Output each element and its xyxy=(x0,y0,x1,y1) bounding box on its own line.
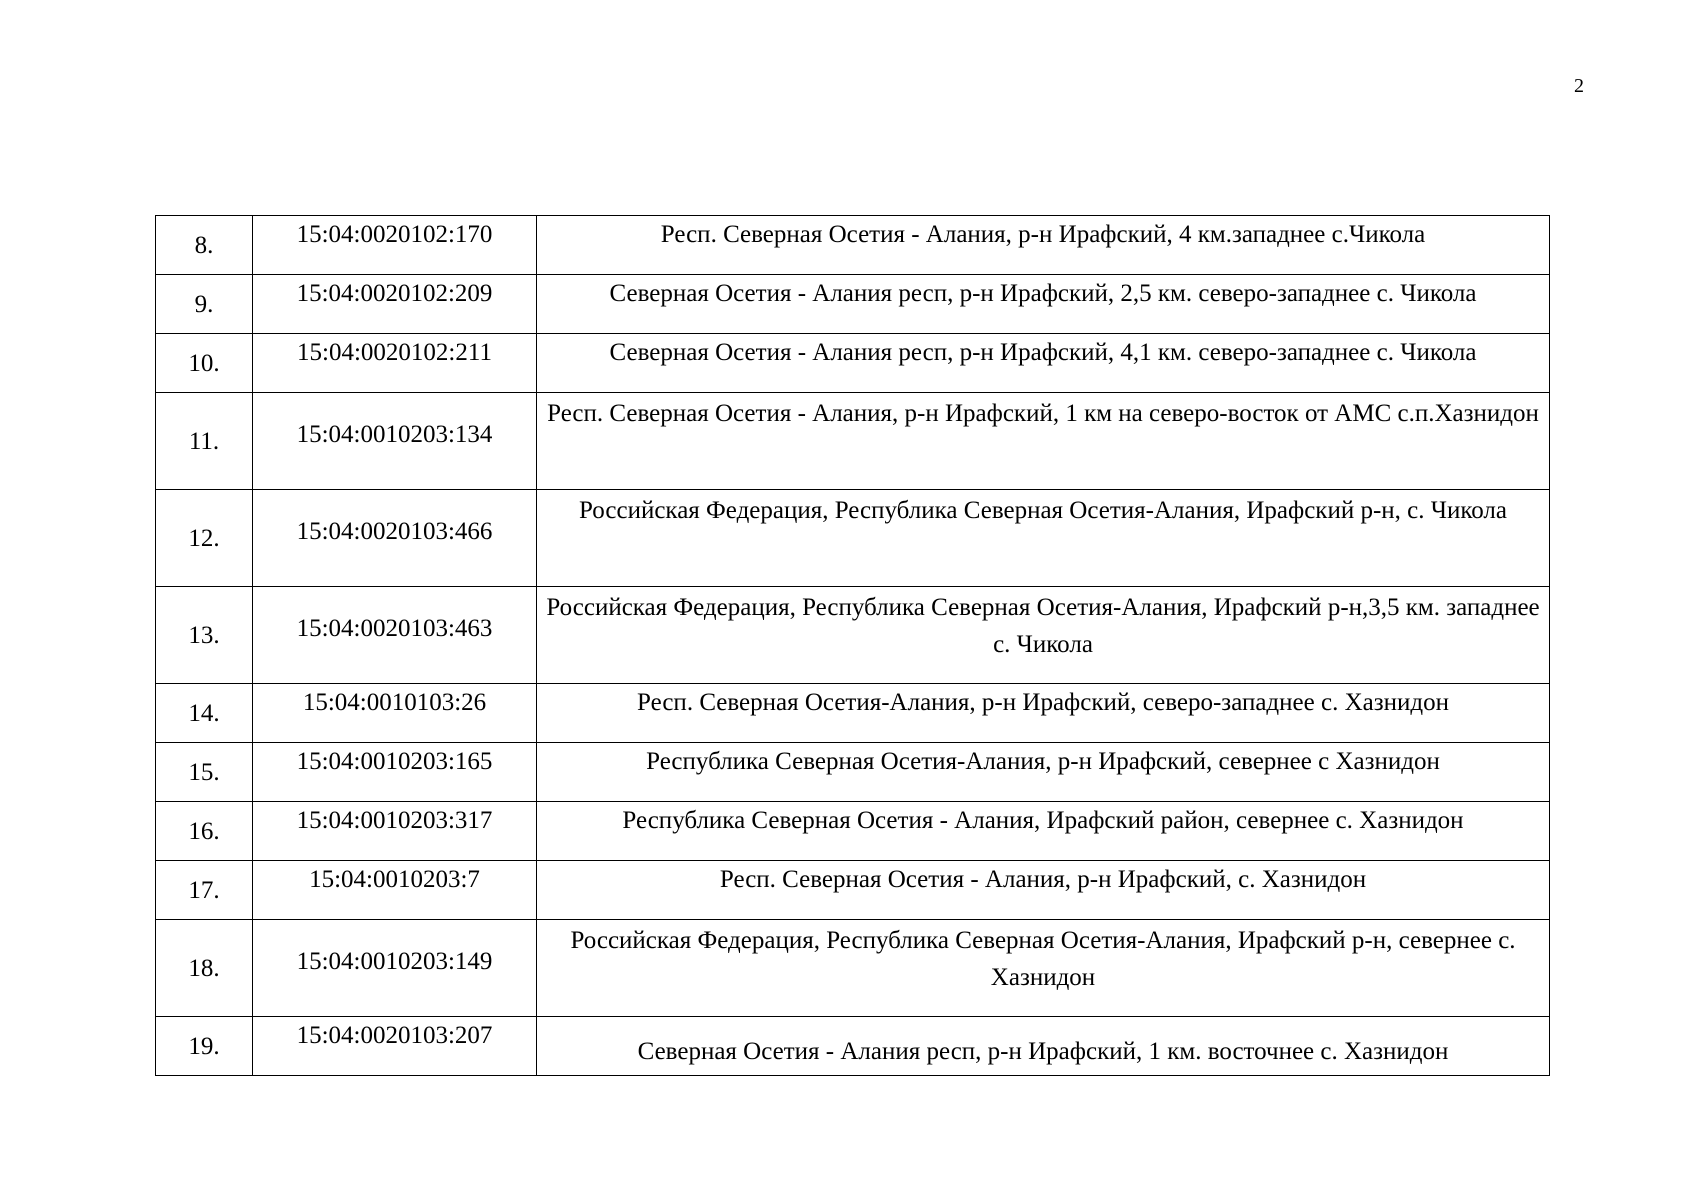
address: Российская Федерация, Республика Северная Осетия-Алания, Ирафский р-н, севернее с. Хазнидон xyxy=(537,920,1550,1017)
row-number: 16. xyxy=(156,802,253,861)
address: Республика Северная Осетия - Алания, Ирафский район, севернее с. Хазнидон xyxy=(537,802,1550,861)
table-row xyxy=(156,334,1550,393)
address: Северная Осетия - Алания респ, р-н Ирафский, 2,5 км. северо-западнее с. Чикола xyxy=(537,275,1550,334)
cadastral-number: 15:04:0010203:149 xyxy=(253,920,537,1017)
address: Респ. Северная Осетия - Алания, р-н Ирафский, с. Хазнидон xyxy=(537,861,1550,920)
cadastral-number: 15:04:0010203:134 xyxy=(253,393,537,490)
table-row xyxy=(156,216,1550,275)
table-row xyxy=(156,1017,1550,1076)
address: Северная Осетия - Алания респ, р-н Ирафский, 1 км. восточнее с. Хазнидон xyxy=(537,1017,1550,1076)
cadastral-number: 15:04:0010203:7 xyxy=(253,861,537,920)
row-number: 10. xyxy=(156,334,253,393)
cadastral-number: 15:04:0020103:207 xyxy=(253,1017,537,1076)
table-row xyxy=(156,275,1550,334)
address: Российская Федерация, Республика Северная Осетия-Алания, Ирафский р-н,3,5 км. западнее с. Чикола xyxy=(537,587,1550,684)
row-number: 19. xyxy=(156,1017,253,1076)
address: Северная Осетия - Алания респ, р-н Ирафский, 4,1 км. северо-западнее с. Чикола xyxy=(537,334,1550,393)
row-number: 18. xyxy=(156,920,253,1017)
parcels-table xyxy=(155,215,1550,1076)
cadastral-number: 15:04:0020103:466 xyxy=(253,490,537,587)
cadastral-number: 15:04:0020102:211 xyxy=(253,334,537,393)
cadastral-number: 15:04:0020103:463 xyxy=(253,587,537,684)
address: Респ. Северная Осетия - Алания, р-н Ирафский, 1 км на северо-восток от АМС с.п.Хазнидон xyxy=(537,393,1550,490)
address: Респ. Северная Осетия - Алания, р-н Ирафский, 4 км.западнее с.Чикола xyxy=(537,216,1550,275)
cadastral-number: 15:04:0010203:165 xyxy=(253,743,537,802)
table-row xyxy=(156,684,1550,743)
page-number: 2 xyxy=(1574,75,1584,97)
table-row xyxy=(156,587,1550,684)
row-number: 17. xyxy=(156,861,253,920)
row-number: 11. xyxy=(156,393,253,490)
row-number: 12. xyxy=(156,490,253,587)
table-row xyxy=(156,743,1550,802)
cadastral-number: 15:04:0020102:170 xyxy=(253,216,537,275)
cadastral-number: 15:04:0010203:317 xyxy=(253,802,537,861)
row-number: 9. xyxy=(156,275,253,334)
cadastral-number: 15:04:0020102:209 xyxy=(253,275,537,334)
row-number: 13. xyxy=(156,587,253,684)
row-number: 14. xyxy=(156,684,253,743)
row-number: 8. xyxy=(156,216,253,275)
table-row xyxy=(156,920,1550,1017)
table-row xyxy=(156,393,1550,490)
table-row xyxy=(156,861,1550,920)
address: Респ. Северная Осетия-Алания, р-н Ирафский, северо-западнее с. Хазнидон xyxy=(537,684,1550,743)
cadastral-number: 15:04:0010103:26 xyxy=(253,684,537,743)
table-row xyxy=(156,490,1550,587)
address: Республика Северная Осетия-Алания, р-н Ирафский, севернее с Хазнидон xyxy=(537,743,1550,802)
table-row xyxy=(156,802,1550,861)
address: Российская Федерация, Республика Северная Осетия-Алания, Ирафский р-н, с. Чикола xyxy=(537,490,1550,587)
row-number: 15. xyxy=(156,743,253,802)
